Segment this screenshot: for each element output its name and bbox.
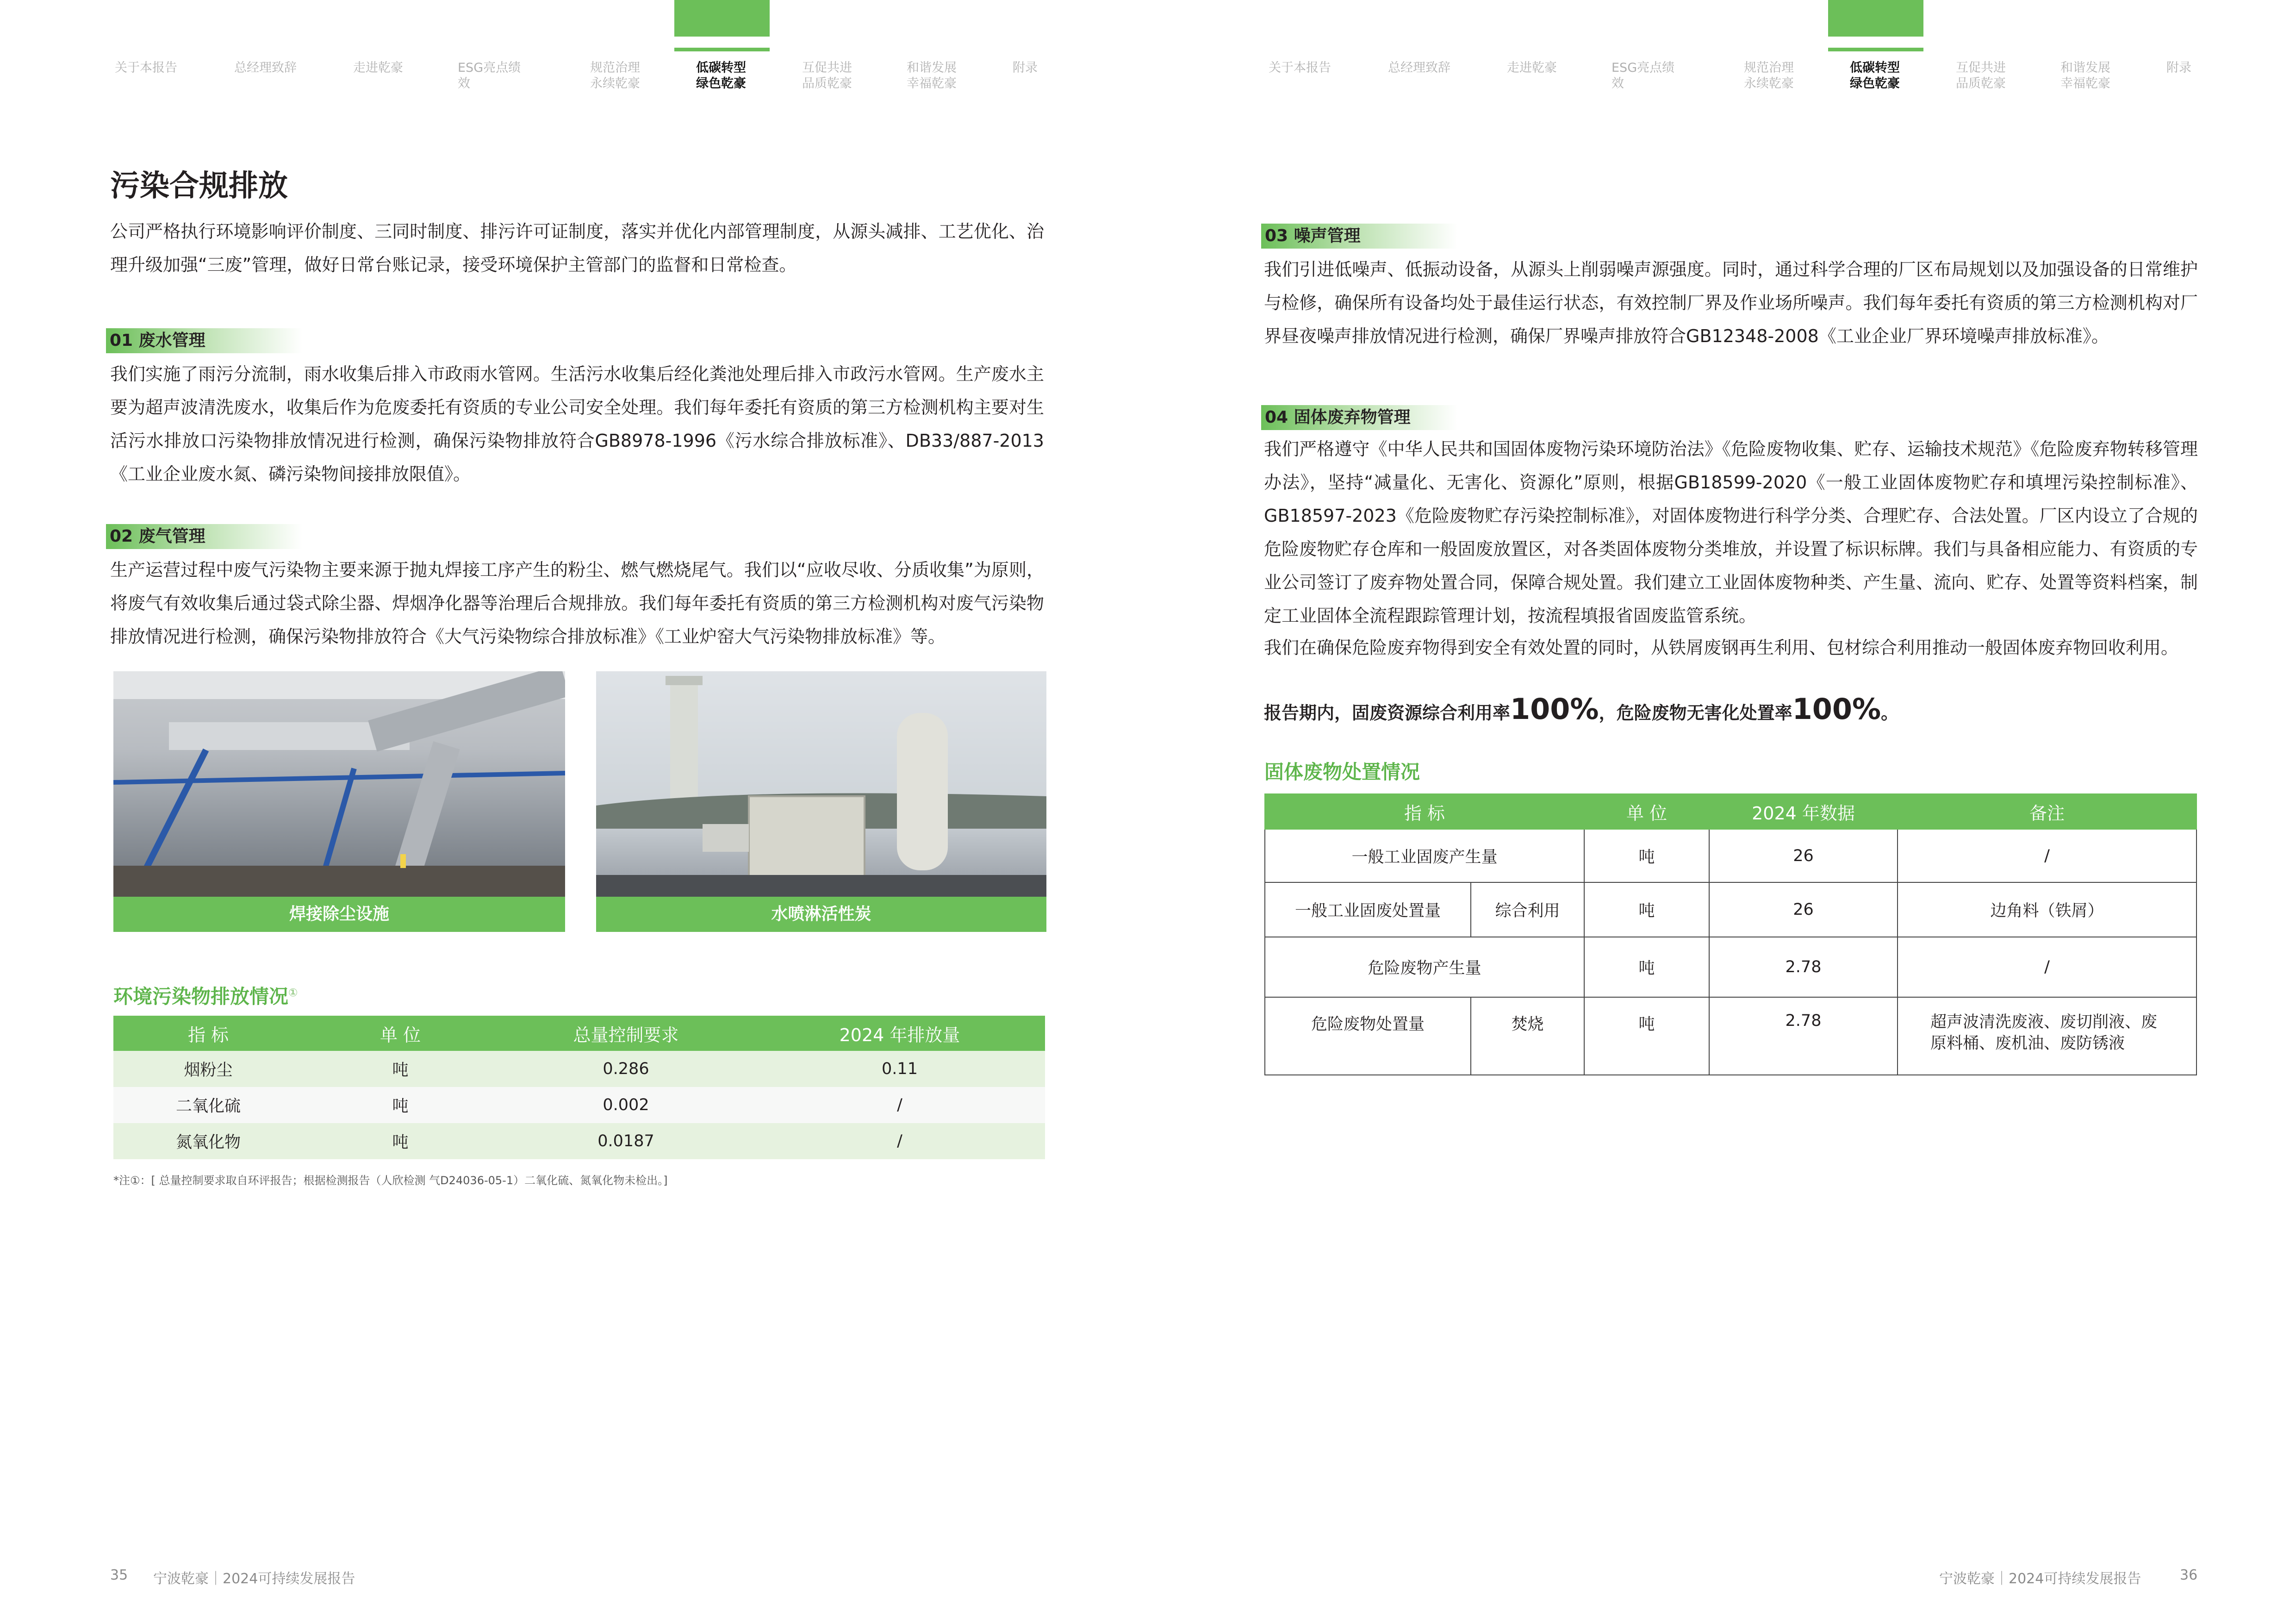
cell: 吨	[303, 1051, 498, 1087]
wastewater-paragraph: 我们实施了雨污分流制，雨水收集后排入市政雨水管网。生活污水收集后经化粪池处理后排入市政污水管网。生产废水主要为超声波清洗废水，收集后作为危废委托有资质的专业公司安全处理。我们每年委托有资质的第三方检测机构主要对生活污水排放口污染物排放情况进行检测，确保污染物排放符合GB8978-1996《污水综合排放标准》、DB33/887-2013《工业企业废水氮、磷污染物间接排放限值》。	[110, 364, 1044, 484]
section-heading-wastewater: 01 废水管理	[106, 328, 302, 353]
cell: 危险废物产生量	[1265, 937, 1584, 997]
active-tab-marker	[674, 0, 770, 37]
nav-item-governance[interactable]	[1744, 60, 1813, 92]
nav-item-about-company[interactable]	[1507, 60, 1576, 76]
cell: /	[1898, 937, 2196, 997]
utilization-highlight	[1264, 692, 1898, 726]
nav-label: 品质乾豪	[1956, 76, 2006, 91]
nav-item-green[interactable]	[696, 60, 765, 92]
cell: 一般工业固废产生量	[1265, 829, 1584, 882]
nav-item-green[interactable]	[1850, 60, 1919, 92]
table-header-row	[1265, 794, 2196, 829]
cell: 一般工业固废处置量	[1265, 882, 1471, 937]
cell: 超声波清洗废液、废切削液、废原料桶、废机油、废防锈液	[1898, 997, 2196, 1075]
nav-label: 幸福乾豪	[2060, 76, 2110, 91]
cell: 吨	[303, 1087, 498, 1123]
cell: 二氧化硫	[113, 1087, 303, 1123]
cell: /	[1898, 829, 2196, 882]
nav-item-gm-message[interactable]	[1388, 60, 1457, 76]
cell: /	[754, 1123, 1045, 1159]
nav-item-governance[interactable]	[590, 60, 660, 92]
cell: 26	[1709, 882, 1898, 937]
nav-label: 和谐发展	[2060, 61, 2110, 75]
nav-label: 走进乾豪	[353, 61, 403, 75]
intro-paragraph: 公司严格执行环境影响评价制度、三同时制度、排污许可证制度，落实并优化内部管理制度，从源头减排、工艺优化、治理升级加强“三废”管理，做好日常台账记录，接受环境保护主管部门的监督和日常检查。	[110, 221, 1044, 275]
active-tab-marker	[1828, 0, 1923, 37]
waste-gas-paragraph: 生产运营过程中废气污染物主要来源于抛丸焊接工序产生的粉尘、燃气燃烧尾气。我们以“应收尽收、分质收集”为原则，将废气有效收集后通过袋式除尘器、焊烟净化器等治理后合规排放。我们每年委托有资质的第三方检测机构对废气污染物排放情况进行检测，确保污染物排放符合《大气污染物综合排放标准》《工业炉窑大气污染物排放标准》等。	[110, 560, 1044, 647]
cell: 烟粉尘	[113, 1051, 303, 1087]
col-header-indicator: 指 标	[1265, 794, 1584, 829]
cell: 氮氧化物	[113, 1123, 303, 1159]
section-heading-waste-gas: 02 废气管理	[106, 524, 302, 549]
table-footnote: *注①：[ 总量控制要求取自环评报告；根据检测报告（人欣检测 气D24036-05-1）二氧化硫、氮氧化物未检出。]	[113, 1174, 668, 1187]
nav-item-quality[interactable]	[802, 60, 871, 92]
nav-item-about-report[interactable]	[115, 60, 184, 76]
footer-report-title-right: 宁波乾豪｜2024可持续发展报告	[1939, 1571, 2141, 1587]
section-heading-noise: 03 噪声管理	[1261, 224, 1457, 249]
noise-paragraph: 我们引进低噪声、低振动设备，从源头上削弱噪声源强度。同时，通过科学合理的厂区布局规划以及加强设备的日常维护与检修，确保所有设备均处于最佳运行状态，有效控制厂界及作业场所噪声。我们每年委托有资质的第三方检测机构对厂界昼夜噪声排放情况进行检测，确保厂界噪声排放符合GB12348-2008《工业企业厂界环境噪声排放标准》。	[1264, 259, 2198, 346]
highlight-text: ，危险废物无害化处置率	[1599, 703, 1792, 723]
nav-label: 总经理致辞	[1388, 61, 1450, 75]
footnote-marker: ①	[288, 986, 298, 999]
cell: 吨	[1584, 997, 1709, 1075]
cell: 26	[1709, 829, 1898, 882]
page-number-right: 36	[2180, 1567, 2198, 1583]
solid-waste-table	[1264, 793, 2197, 1075]
nav-item-about-report[interactable]	[1269, 60, 1338, 76]
cell: 0.286	[498, 1051, 754, 1087]
solid-waste-paragraph-2: 我们在确保危险废弃物得到安全有效处置的同时，从铁屑废钢再生利用、包材综合利用推动一般固体废弃物回收利用。	[1264, 637, 2179, 658]
nav-label: 规范治理	[590, 61, 640, 75]
nav-item-about-company[interactable]	[353, 60, 423, 76]
section-heading-solid-waste: 04 固体废弃物管理	[1261, 405, 1457, 430]
nav-label: 互促共进	[802, 61, 852, 75]
cell: 0.11	[754, 1051, 1045, 1087]
photo-water-spray-activated-carbon	[596, 671, 1046, 932]
hazardous-waste-disposal-rate: 100%	[1792, 692, 1881, 726]
cell: 0.0187	[498, 1123, 754, 1159]
table-row	[1265, 829, 2196, 882]
cell: 吨	[303, 1123, 498, 1159]
nav-label: 附录	[2166, 61, 2191, 75]
col-header-2024: 2024 年排放量	[754, 1016, 1045, 1051]
nav-item-happiness[interactable]	[2060, 60, 2130, 92]
solid-waste-paragraph: 我们严格遵守《中华人民共和国固体废物污染环境防治法》《危险废物收集、贮存、运输技术规范》《危险废弃物转移管理办法》，坚持“减量化、无害化、资源化”原则，根据GB18599-2020《一般工业固体废物贮存和填埋污染控制标准》、GB18597-2023《危险废物贮存污染控制标准》，对固体废物进行科学分类、合理贮存、合法处置。厂区内设立了合规的危险废物贮存仓库和一般固废放置区，对各类固体废物分类堆放，并设置了标识标牌。我们与具备相应能力、有资质的专业公司签订了废弃物处置合同，保障合规处置。我们建立工业固体废物种类、产生量、流向、贮存、处置等资料档案，制定工业固体全流程跟踪管理计划，按流程填报省固废监管系统。	[1264, 439, 2198, 626]
nav-item-gm-message[interactable]	[234, 60, 304, 76]
nav-label: 规范治理	[1744, 61, 1794, 75]
nav-item-appendix[interactable]	[2166, 60, 2236, 76]
photo-welding-dust-collector	[113, 671, 565, 932]
col-header-note: 备注	[1898, 794, 2196, 829]
nav-label: 互促共进	[1956, 61, 2006, 75]
cell: 吨	[1584, 882, 1709, 937]
cell: 综合利用	[1471, 882, 1584, 937]
nav-item-appendix[interactable]	[1013, 60, 1082, 76]
cell: 焚烧	[1471, 997, 1584, 1075]
table-row	[113, 1051, 1045, 1087]
cell: 吨	[1584, 937, 1709, 997]
cell: 危险废物处置量	[1265, 997, 1471, 1075]
cell: 0.002	[498, 1087, 754, 1123]
emissions-table-title	[113, 981, 298, 1009]
highlight-text: 。	[1881, 703, 1899, 723]
table-row	[113, 1123, 1045, 1159]
cell: 2.78	[1709, 997, 1898, 1075]
nav-label: 和谐发展	[907, 61, 957, 75]
table-header-row	[113, 1016, 1045, 1051]
duct-illustration	[113, 671, 565, 897]
nav-label: 幸福乾豪	[907, 76, 957, 91]
cell: 吨	[1584, 829, 1709, 882]
table-row	[113, 1087, 1045, 1123]
nav-label: 总经理致辞	[234, 61, 297, 75]
col-header-2024: 2024 年数据	[1709, 794, 1898, 829]
photo-caption: 焊接除尘设施	[113, 897, 565, 932]
nav-label: 关于本报告	[1269, 61, 1331, 75]
table-row	[1265, 997, 2196, 1075]
nav-label: 品质乾豪	[802, 76, 852, 91]
solid-waste-table-title: 固体废物处置情况	[1264, 761, 1420, 783]
table-row	[1265, 882, 2196, 937]
nav-label: 低碳转型	[696, 61, 746, 75]
nav-item-quality[interactable]	[1956, 60, 2025, 92]
table-title-text: 环境污染物排放情况	[113, 985, 289, 1008]
nav-label: ESG亮点绩效	[1612, 61, 1675, 91]
col-header-limit: 总量控制要求	[498, 1016, 754, 1051]
nav-label: 附录	[1013, 61, 1038, 75]
solid-waste-utilization-rate: 100%	[1510, 692, 1599, 726]
highlight-text: 报告期内，固废资源综合利用率	[1264, 703, 1511, 723]
nav-label: ESG亮点绩效	[458, 61, 521, 91]
equipment-illustration	[596, 671, 1046, 897]
nav-item-esg-highlights[interactable]	[1612, 60, 1681, 92]
cell: 边角料（铁屑）	[1898, 882, 2196, 937]
nav-label: 永续乾豪	[1744, 76, 1794, 91]
table-row	[1265, 937, 2196, 997]
active-tab-underline	[674, 48, 770, 51]
nav-item-esg-highlights[interactable]	[458, 60, 527, 92]
col-header-indicator: 指 标	[113, 1016, 303, 1051]
page-number-left: 35	[110, 1567, 128, 1583]
nav-label: 永续乾豪	[590, 76, 640, 91]
active-tab-underline	[1828, 48, 1923, 51]
nav-label: 走进乾豪	[1507, 61, 1557, 75]
nav-item-happiness[interactable]	[907, 60, 976, 92]
col-header-unit: 单 位	[303, 1016, 498, 1051]
nav-label: 绿色乾豪	[696, 76, 746, 91]
nav-label: 绿色乾豪	[1850, 76, 1900, 91]
photo-caption: 水喷淋活性炭	[596, 897, 1046, 932]
footer-report-title-left: 宁波乾豪｜2024可持续发展报告	[153, 1571, 355, 1587]
cell: /	[754, 1087, 1045, 1123]
col-header-unit: 单 位	[1584, 794, 1709, 829]
cell: 2.78	[1709, 937, 1898, 997]
nav-label: 关于本报告	[115, 61, 177, 75]
page-title: 污染合规排放	[110, 169, 288, 203]
emissions-table	[113, 1016, 1045, 1159]
nav-label: 低碳转型	[1850, 61, 1900, 75]
